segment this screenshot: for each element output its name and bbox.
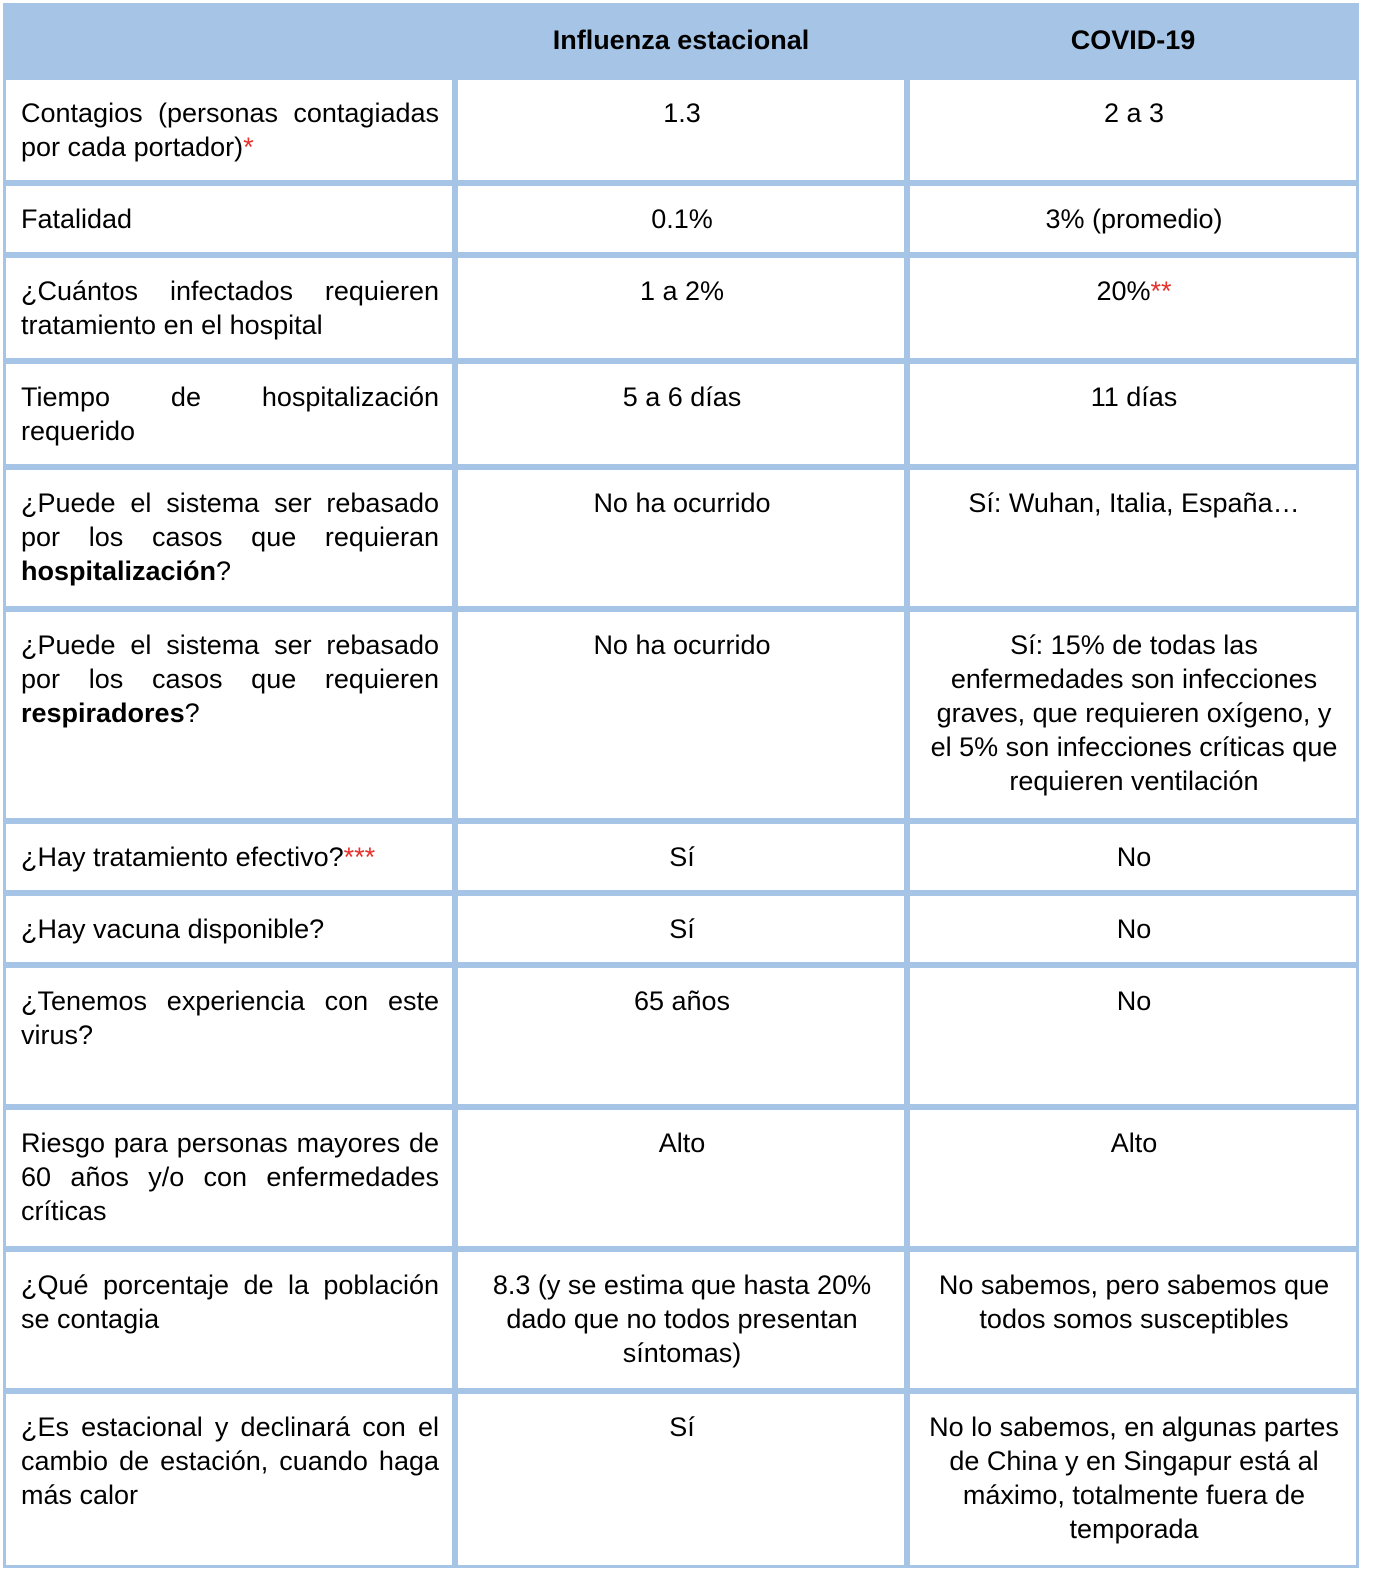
influenza-value: Sí [455,1391,907,1568]
influenza-value: Sí [455,893,907,965]
row-label: Tiempo de hospitalización requerido [3,361,455,467]
table-row [3,965,1359,1107]
covid-value: Sí: Wuhan, Italia, España… [907,467,1359,609]
covid-value: Alto [907,1107,1359,1249]
influenza-value: 1 a 2% [455,255,907,361]
footnote-mark: *** [343,842,376,872]
covid-value [907,255,1359,361]
table-row [3,1107,1359,1249]
influenza-value: Sí [455,821,907,893]
table-row [3,1391,1359,1568]
row-label [3,77,455,183]
label-text: ¿Puede el sistema ser rebasado por los casos que requieren [21,630,439,694]
row-label: ¿Tenemos experiencia con este virus? [3,965,455,1107]
covid-value: No sabemos, pero sabemos que todos somos susceptibles [907,1249,1359,1391]
covid-value-text: 20% [1096,276,1151,306]
influenza-value: Alto [455,1107,907,1249]
footnote-mark: ** [1150,276,1172,306]
influenza-value: 65 años [455,965,907,1107]
footnote-mark: * [243,132,254,162]
covid-value: No [907,965,1359,1107]
covid-value: 11 días [907,361,1359,467]
influenza-value: No ha ocurrido [455,467,907,609]
header-covid: COVID-19 [907,3,1359,77]
table-row [3,361,1359,467]
row-label [3,821,455,893]
row-label: ¿Qué porcentaje de la población se contagia [3,1249,455,1391]
label-text: Contagios (personas contagiadas por cada portador) [21,98,439,162]
label-bold-text: respiradores [21,698,185,728]
label-text: ¿Hay tratamiento efectivo? [21,842,344,872]
influenza-value: 5 a 6 días [455,361,907,467]
covid-value: 2 a 3 [907,77,1359,183]
table-row [3,255,1359,361]
table-row [3,77,1359,183]
header-row [3,3,1359,77]
table-row [3,1249,1359,1391]
header-influenza: Influenza estacional [455,3,907,77]
table-row [3,183,1359,255]
influenza-value: 1.3 [455,77,907,183]
label-bold-text: hospitalización [21,556,217,586]
covid-value: No [907,821,1359,893]
covid-value: Sí: 15% de todas las enfermedades son infecciones graves, que requieren oxígeno, y el 5% son infecciones críticas que requieren ventilación [907,609,1359,821]
label-text: ¿Puede el sistema ser rebasado por los casos que requieran [21,488,439,552]
table-row [3,467,1359,609]
row-label: Fatalidad [3,183,455,255]
table-row [3,893,1359,965]
comparison-table [3,3,1359,1568]
covid-value: No [907,893,1359,965]
row-label: ¿Cuántos infectados requieren tratamiento en el hospital [3,255,455,361]
table-row [3,609,1359,821]
influenza-value: 0.1% [455,183,907,255]
label-text-end: ? [184,698,200,728]
covid-value: 3% (promedio) [907,183,1359,255]
row-label [3,467,455,609]
row-label: Riesgo para personas mayores de 60 años y/o con enfermedades críticas [3,1107,455,1249]
covid-value: No lo sabemos, en algunas partes de China y en Singapur está al máximo, totalmente fuera de temporada [907,1391,1359,1568]
row-label: ¿Hay vacuna disponible? [3,893,455,965]
table-row [3,821,1359,893]
header-empty-cell [3,3,455,77]
influenza-value: No ha ocurrido [455,609,907,821]
row-label: ¿Es estacional y declinará con el cambio de estación, cuando haga más calor [3,1391,455,1568]
row-label [3,609,455,821]
influenza-value: 8.3 (y se estima que hasta 20% dado que no todos presentan síntomas) [455,1249,907,1391]
label-text-end: ? [216,556,232,586]
